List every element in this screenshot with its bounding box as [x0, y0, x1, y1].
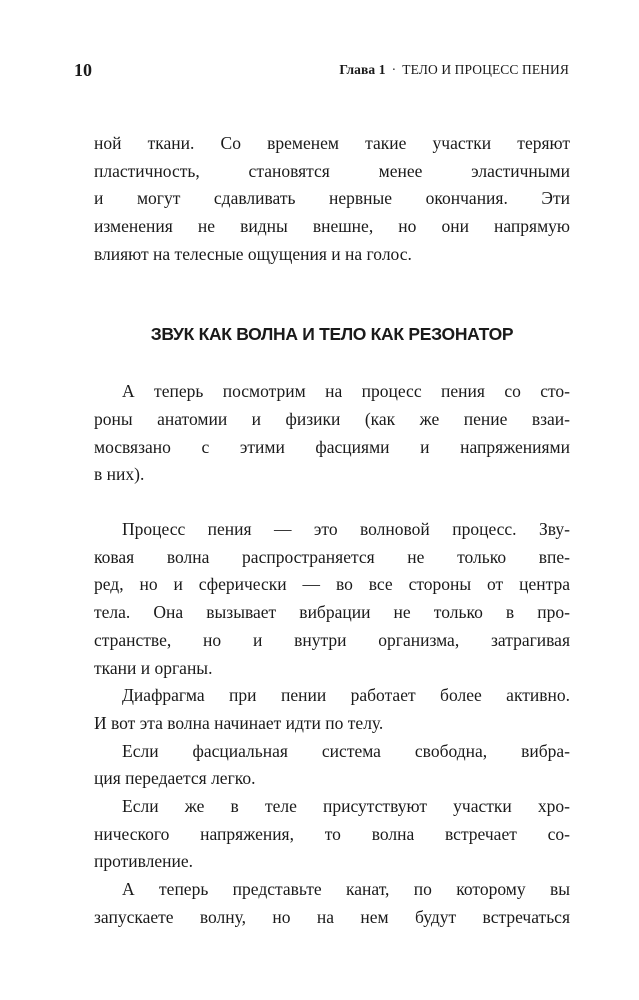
text-line: странстве, но и внутри организма, затрагивая [94, 629, 570, 650]
paragraph-5 [94, 793, 570, 876]
chapter-label: Глава 1 [339, 62, 386, 77]
text-line: тела. Она вызывает вибрации не только в про- [94, 602, 570, 623]
text-line: изменения не видны внешне, но они напрямую [94, 216, 570, 237]
text-line: Если фасциальная система свободна, вибра- [122, 740, 570, 761]
text-line: ткани и органы. [94, 657, 213, 678]
page-header [70, 58, 569, 84]
header-separator: · [391, 62, 397, 77]
text-line: роны анатомии и физики (как же пение взаи- [94, 408, 570, 429]
page-number: 10 [74, 60, 92, 80]
text-line: Процесс пения — это волновой процесс. Зву- [122, 519, 570, 540]
paragraph-4 [94, 738, 570, 793]
body-text [94, 130, 570, 932]
paragraph-1 [94, 378, 570, 489]
text-line: А теперь посмотрим на процесс пения со сто- [122, 381, 570, 402]
paragraph-3 [94, 682, 570, 737]
text-line: А теперь представьте канат, по которому вы [122, 879, 570, 900]
text-line: и могут сдавливать нервные окончания. Эти [94, 188, 570, 209]
text-line: Диафрагма при пении работает более активно. [122, 685, 570, 706]
text-line: Если же в теле присутствуют участки хро- [122, 796, 570, 817]
text-line: ция передается легко. [94, 768, 256, 789]
paragraph-2 [94, 516, 570, 682]
chapter-title: ТЕЛО И ПРОЦЕСС ПЕНИЯ [402, 62, 569, 77]
paragraph-6 [94, 876, 570, 931]
text-line: ной ткани. Со временем такие участки теряют [94, 133, 570, 153]
text-line: мосвязано с этими фасциями и напряжениями [94, 436, 570, 457]
text-line: нического напряжения, то волна встречает со- [94, 823, 570, 844]
text-line: ковая волна распространяется не только впе- [94, 546, 570, 567]
section-heading: ЗВУК КАК ВОЛНА И ТЕЛО КАК РЕЗОНАТОР [150, 323, 514, 344]
text-line: противление. [94, 851, 194, 872]
intro-paragraph [94, 130, 570, 269]
text-line: в них). [94, 464, 145, 485]
text-line: влияют на телесные ощущения и на голос. [94, 243, 412, 264]
text-line: ред, но и сферически — во все стороны от центра [94, 574, 570, 595]
text-line: И вот эта волна начинает идти по телу. [94, 712, 384, 733]
text-line: запускаете волну, но на нем будут встречаться [94, 906, 570, 927]
running-head [339, 62, 569, 78]
text-line: пластичность, становятся менее эластичными [94, 160, 570, 181]
